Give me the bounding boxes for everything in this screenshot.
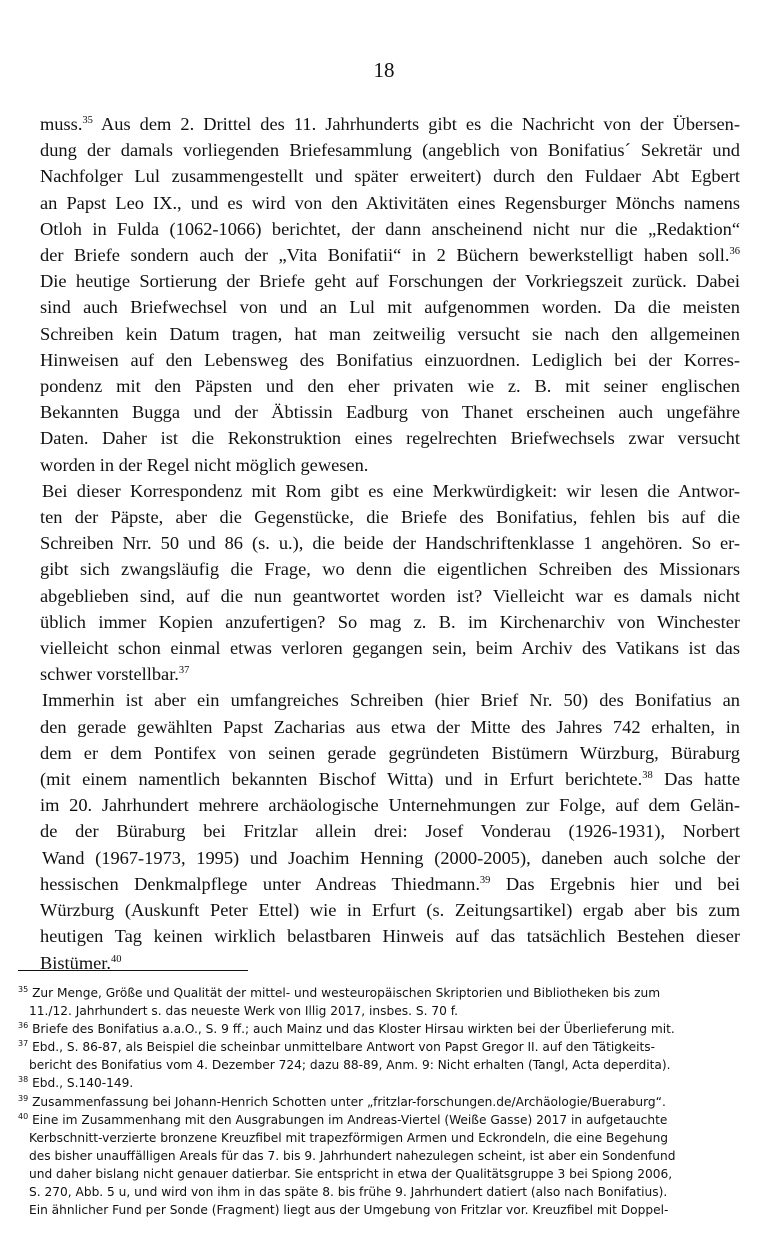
footnote-number: 37	[18, 1039, 29, 1049]
text-line	[40, 766, 740, 792]
text-segment: gibt sich zwangsläufig die Frage, wo denn die eigentlichen Schreiben des Missionars	[40, 559, 740, 580]
text-line	[40, 504, 740, 530]
footnote-line	[18, 984, 738, 1002]
page-number: 18	[373, 58, 395, 82]
text-line	[40, 792, 740, 818]
text-line	[40, 871, 740, 897]
text-segment: hessischen Denkmalpflege unter Andreas Thiedmann.	[40, 873, 480, 894]
text-line	[40, 294, 740, 320]
text-line	[40, 425, 740, 451]
text-segment: Das hatte	[652, 769, 740, 790]
text-segment: heutigen Tag keinen wirklich belastbaren Hinweis auf das tatsächlich Bestehen dieser	[40, 926, 740, 947]
text-line	[40, 216, 740, 242]
text-segment: dem er dem Pontifex von seinen gerade gegründeten Bistümern Würzburg, Büraburg	[40, 742, 740, 763]
text-segment: sind auch Briefwechsel von und an Lul mit aufgenommen worden. Da die meisten	[40, 297, 740, 318]
text-line	[40, 373, 740, 399]
text-line	[40, 583, 740, 609]
footnote-text: Ebd., S. 86-87, als Beispiel die scheinbar unmittelbare Antwort von Papst Gregor II. auf den Tätigkeits-	[32, 1040, 656, 1055]
text-line	[40, 635, 740, 661]
text-line	[40, 321, 740, 347]
text-segment: Bekannten Bugga und der Äbtissin Eadburg von Thanet erscheinen auch ungefähre	[40, 402, 740, 423]
text-segment: Otloh in Fulda (1062-1066) berichtet, der dann anscheinend nicht nur die „Redaktion“	[40, 218, 740, 239]
footnote-text: Ebd., S.140-149.	[32, 1076, 134, 1091]
text-segment: an Papst Leo IX., und es wird von den Aktivitäten eines Regensburger Mönchs namens	[40, 192, 740, 213]
text-segment: dung der damals vorliegenden Briefesammlung (angeblich von Bonifatius´ Sekretär und	[40, 140, 740, 161]
text-segment: Schreiben Nrr. 50 und 86 (s. u.), die beide der Handschriftenklasse 1 angehören. So er-	[40, 533, 740, 554]
footnote-text: bericht des Bonifatius vom 4. Dezember 724; dazu 88-89, Anm. 9: Nicht erhalten (Tangl, Acta deperdita).	[29, 1058, 671, 1073]
text-line	[40, 190, 740, 216]
footnote-line	[18, 1111, 738, 1129]
text-line	[40, 347, 740, 373]
text-segment: (mit einem namentlich bekannten Bischof Witta) und in Erfurt berichtete.	[40, 769, 643, 790]
text-line	[40, 556, 740, 582]
text-line	[40, 897, 740, 923]
text-line	[40, 740, 740, 766]
text-segment: ten der Päpste, aber die Gegenstücke, die Briefe des Bonifatius, fehlen bis auf die	[40, 507, 740, 528]
footnote-line	[18, 1129, 738, 1147]
text-segment: Würzburg (Auskunft Peter Ettel) wie in Erfurt (s. Zeitungsartikel) ergab aber bis zum	[40, 900, 740, 921]
footnote-line	[18, 1056, 738, 1074]
text-line	[40, 478, 740, 504]
text-line	[40, 845, 740, 871]
text-segment: Wand (1967-1973, 1995) und Joachim Henning (2000-2005), daneben auch solche der	[42, 847, 740, 868]
footnote-ref: 40	[111, 953, 122, 965]
text-segment: der Briefe sondern auch der „Vita Bonifatii“ in 2 Büchern bewerkstelligt haben soll.	[40, 245, 730, 266]
text-segment: vielleicht schon einmal etwas verloren gegangen sein, beim Archiv des Vatikans ist das	[40, 638, 740, 659]
text-line	[40, 163, 740, 189]
text-segment: Die heutige Sortierung der Briefe geht auf Forschungen der Vorkriegszeit zurück. Dabei	[40, 271, 740, 292]
footnote-text: Kerbschnitt-verzierte bronzene Kreuzfibel mit trapezförmigen Armen und Eckrondeln, die eine Begehung	[29, 1130, 669, 1145]
footnote-ref: 36	[729, 246, 740, 258]
text-line	[40, 452, 740, 478]
footnote-line	[18, 1201, 738, 1219]
text-segment: Daten. Daher ist die Rekonstruktion eines regelrechten Briefwechsels zwar versucht	[40, 428, 740, 449]
text-line	[40, 609, 740, 635]
footnotes	[18, 984, 738, 1219]
footnote-text: Ein ähnlicher Fund per Sonde (Fragment) liegt aus der Umgebung von Fritzlar vor. Kreuzfibel mit Doppel-	[29, 1203, 669, 1218]
text-segment: Aus dem 2. Drittel des 11. Jahrhunderts gibt es die Nachricht von der Übersen-	[92, 114, 740, 134]
footnote-number: 35	[18, 985, 29, 994]
footnote-text: Zusammenfassung bei Johann-Henrich Schotten unter „fritzlar-forschungen.de/Archäologie/Bueraburg“.	[32, 1094, 666, 1109]
footnote-line	[18, 1147, 738, 1165]
footnote-text: des bisher unauffälligen Areals für das 7. bis 9. Jahrhundert nahezulegen scheint, ist aber ein Sondenfund	[29, 1148, 676, 1163]
footnote-ref: 39	[479, 874, 491, 886]
text-segment: im 20. Jahrhundert mehrere archäologische Unternehmungen zur Folge, auf dem Gelän-	[40, 795, 740, 816]
footnote-line	[18, 1183, 738, 1201]
main-text	[40, 111, 740, 976]
text-segment: Bei dieser Korrespondenz mit Rom gibt es eine Merkwürdigkeit: wir lesen die Antwor-	[42, 480, 740, 501]
footnote-ref: 38	[642, 770, 653, 782]
footnote-ref: 35	[82, 115, 93, 126]
footnote-text: 11./12. Jahrhundert s. das neueste Werk von Illig 2017, insbes. S. 70 f.	[29, 1004, 458, 1019]
footnote-number: 39	[18, 1093, 29, 1103]
footnote-number: 36	[18, 1021, 29, 1031]
text-segment: Schreiben kein Datum tragen, hat man zeitweilig versucht sie nach den allgemeinen	[40, 323, 740, 344]
text-segment: schwer vorstellbar.	[40, 664, 179, 685]
footnote-number: 40	[18, 1111, 29, 1121]
text-line	[40, 923, 740, 949]
text-segment: de der Büraburg bei Fritzlar allein drei: Josef Vonderau (1926-1931), Norbert	[40, 821, 740, 842]
footnote-line	[18, 1074, 738, 1092]
footnote-text: S. 270, Abb. 5 u, und wird von ihm in das späte 8. bis frühe 9. Jahrhundert datiert (also nach Bonifatius).	[29, 1185, 668, 1200]
footnote-text: Briefe des Bonifatius a.a.O., S. 9 ff.; auch Mainz und das Kloster Hirsau wirkten bei der Überlieferung mit.	[32, 1022, 675, 1037]
text-line	[40, 242, 740, 268]
footnote-separator	[18, 970, 248, 971]
footnote-line	[18, 1020, 738, 1038]
text-segment: pondenz mit den Päpsten und den eher privaten wie z. B. mit seiner englischen	[40, 376, 740, 397]
text-segment: muss.	[40, 114, 83, 134]
text-segment: Immerhin ist aber ein umfangreiches Schreiben (hier Brief Nr. 50) des Bonifatius an	[42, 690, 740, 711]
text-segment: Nachfolger Lul zusammengestellt und später erweitert) durch den Fuldaer Abt Egbert	[40, 166, 740, 187]
text-line	[40, 268, 740, 294]
text-line	[40, 714, 740, 740]
text-segment: Hinweisen auf den Lebensweg des Bonifatius einzuordnen. Lediglich bei der Korres-	[40, 349, 740, 370]
footnote-text: Eine im Zusammenhang mit den Ausgrabungen im Andreas-Viertel (Weiße Gasse) 2017 in aufgetauchte	[32, 1112, 668, 1127]
footnote-ref: 37	[178, 665, 190, 677]
text-segment: den gerade gewählten Papst Zacharias aus etwa der Mitte des Jahres 742 erhalten, in	[40, 716, 740, 737]
text-line	[40, 687, 740, 713]
text-segment: abgeblieben sind, auf die nun geantwortet worden ist? Vielleicht war es damals nicht	[40, 585, 740, 606]
text-line	[40, 137, 740, 163]
text-line	[40, 661, 740, 687]
text-line	[40, 399, 740, 425]
footnote-line	[18, 1093, 738, 1111]
footnote-line	[18, 1038, 738, 1056]
text-line	[40, 818, 740, 844]
text-line	[40, 111, 740, 137]
footnote-number: 38	[18, 1075, 29, 1085]
text-segment: worden in der Regel nicht möglich gewesen.	[40, 454, 369, 475]
footnote-text: und daher bislang nicht genauer datierbar. Sie entspricht in etwa der Qualitätsgruppe 3 bei Spiong 2006,	[29, 1166, 673, 1181]
text-segment: Bistümer.	[40, 952, 112, 973]
footnote-line	[18, 1002, 738, 1020]
text-line	[40, 950, 740, 976]
text-segment: üblich immer Kopien anzufertigen? So mag z. B. im Kirchenarchiv von Winchester	[40, 611, 740, 632]
text-segment: Das Ergebnis hier und bei	[490, 873, 740, 894]
footnote-line	[18, 1165, 738, 1183]
text-line	[40, 530, 740, 556]
footnote-text: Zur Menge, Größe und Qualität der mittel- und westeuropäischen Skriptorien und Bibliotheken bis zum	[32, 986, 661, 1000]
